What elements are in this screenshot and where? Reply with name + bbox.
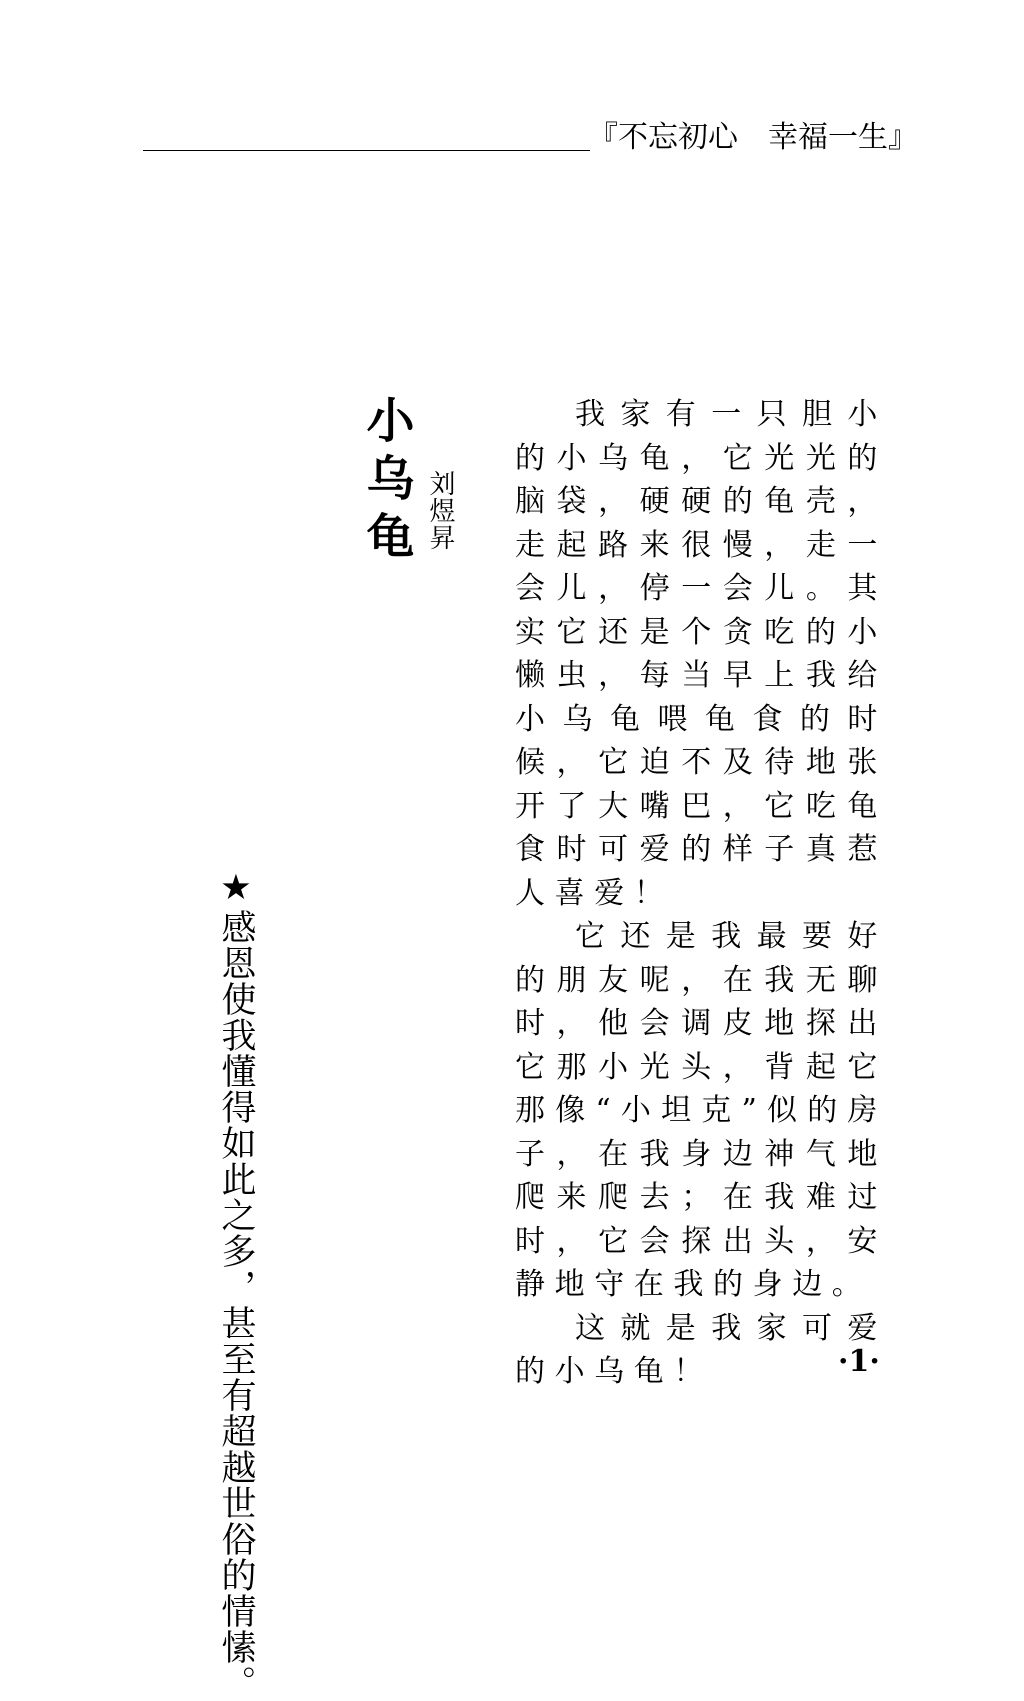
paragraph: 我家有一只胆小的小乌龟，它光光的脑袋，硬硬的龟壳，走起路来很慢，走一会儿，停一会儿。其实它还是个贪吃的小懒虫，每当早上我给小乌龟喂龟食的时候，它迫不及待地张开了大嘴巴，它吃龟食时可爱的样子真惹人喜爱！	[515, 397, 887, 911]
paragraph: 它还是我最要好的朋友呢，在我无聊时，他会调皮地探出它那小光头，背起它那像“小坦克”似的房子，在我身边神气地爬来爬去；在我难过时，它会探出头，安静地守在我的身边。	[515, 919, 887, 1302]
pull-quote: ★感恩使我懂得如此之多，甚至有超越世俗的情愫。	[216, 868, 256, 1701]
author-name: 刘煜昇	[425, 470, 455, 551]
story-body	[515, 393, 887, 1394]
header-rule	[143, 150, 590, 151]
running-header: 『不忘初心 幸福一生』	[588, 120, 918, 155]
story-title: 小乌龟	[358, 395, 414, 569]
paragraph: 这就是我家可爱的小乌龟！	[515, 1310, 887, 1389]
page-number: ·1·	[838, 1344, 880, 1379]
